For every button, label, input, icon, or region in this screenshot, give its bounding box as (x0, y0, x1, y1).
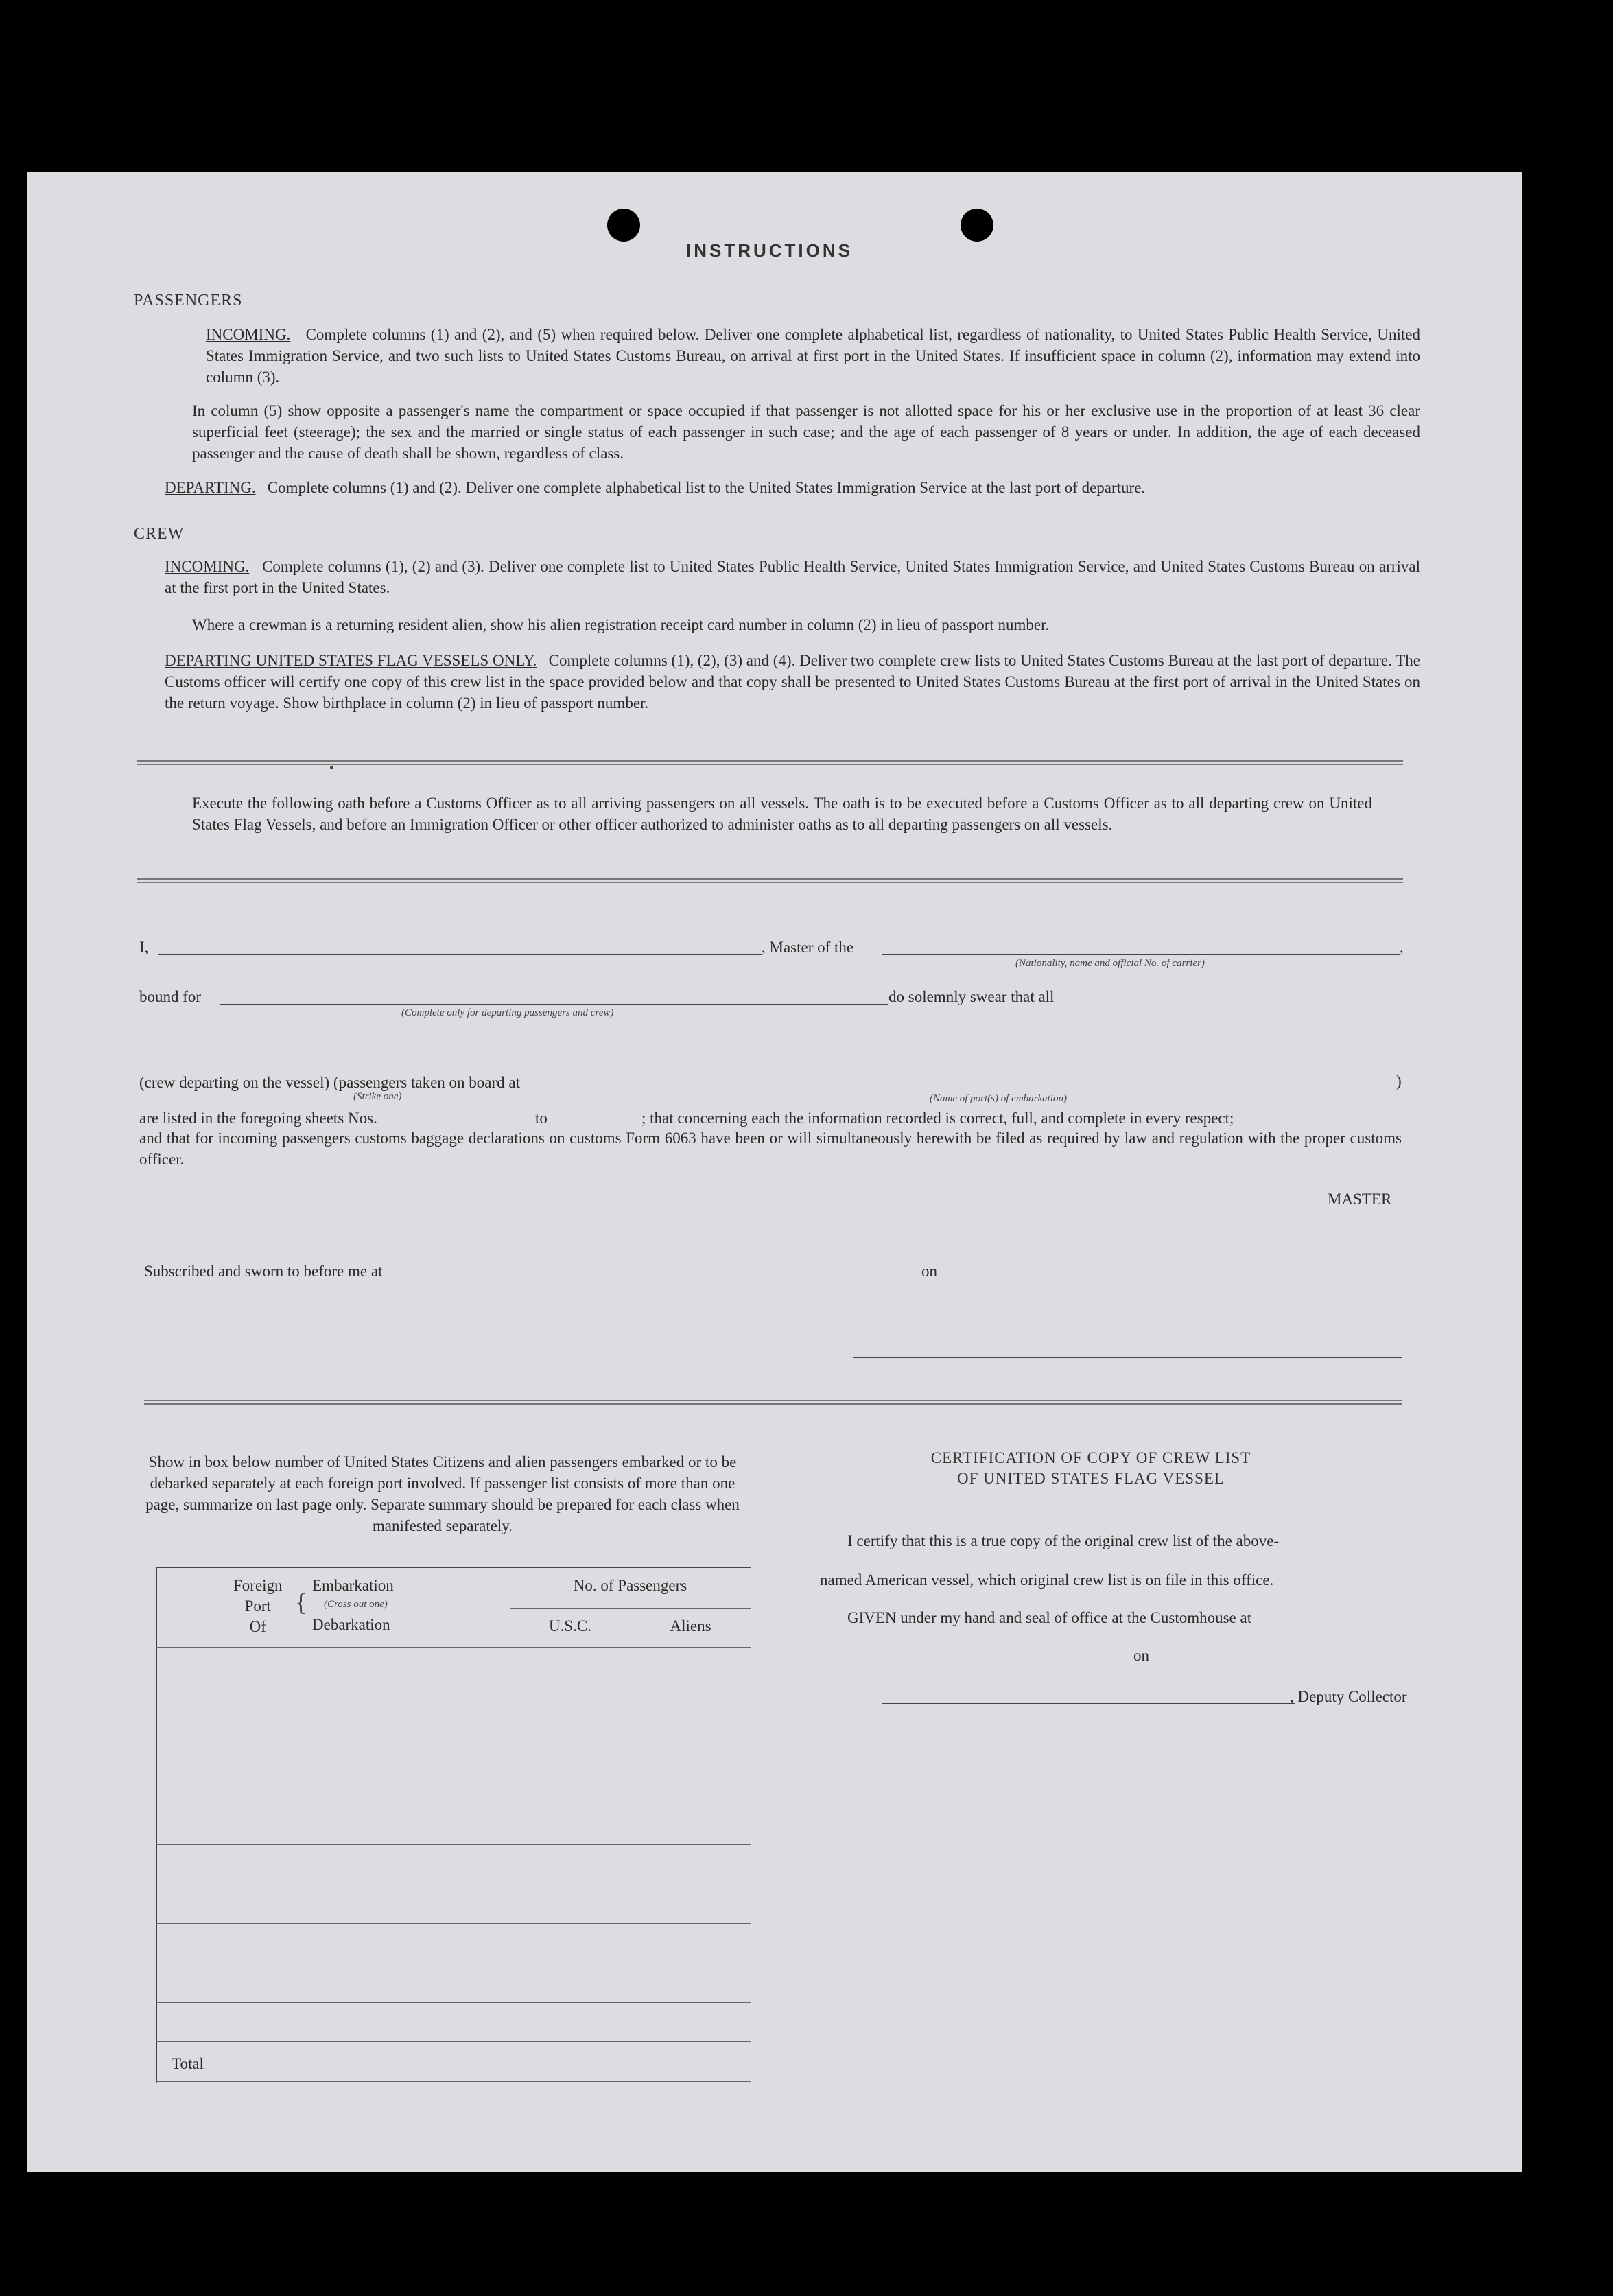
oath-close-paren: ) (1396, 1073, 1402, 1090)
departing-text: Complete columns (1) and (2). Deliver one complete alphabetical list to the United States Immigration Service at the last port of departure. (267, 479, 1146, 496)
summary-instruction: Show in box below number of United States Citizens and alien passengers embarked or to be debarked separately at each foreign port involved. If passenger list consists of more than one page, summarize on last page only. Separate summary should be prepared for each class when manifested separately. (145, 1453, 740, 1534)
embark-caption: (Name of port(s) of embarkation) (930, 1093, 1067, 1104)
table-row[interactable] (156, 2041, 751, 2042)
header-foreign: Foreign (233, 1577, 283, 1594)
oath-i: I, (139, 939, 149, 956)
crew-incoming (165, 556, 1420, 598)
section-divider (137, 878, 1403, 883)
bound-for-field[interactable] (220, 1004, 888, 1005)
passengers-heading: PASSENGERS (134, 292, 243, 309)
bound-caption: (Complete only for departing passengers and crew) (401, 1007, 614, 1018)
oath-instruction: Execute the following oath before a Customs Officer as to all arriving passengers on all vessels. The oath is to be executed before a Customs Officer as to all departing crew on United States Flag Vessels, and before an Immigration Officer or other officer authorized to administer oaths as to all departing passengers on all vessels. (192, 795, 1372, 833)
passenger-summary-table (156, 1567, 751, 2083)
section-divider (137, 760, 1403, 765)
table-row[interactable] (156, 1923, 751, 1924)
incoming-text: Complete columns (1) and (2), and (5) when required below. Deliver one complete alphabetical list, regardless of nationality, to United States Public Health Service, United States Immigration Service, and two such lists to United States Customs Bureau, on arrival at first port in the United States. If insufficient space in column (2), information may extend into column (3). (206, 326, 1420, 386)
table-row[interactable] (156, 2081, 751, 2082)
crew-heading: CREW (134, 525, 185, 543)
table-header-divider (156, 1647, 751, 1648)
header-port: Port (244, 1597, 271, 1615)
subscribed-text: Subscribed and sworn to before me at (144, 1263, 383, 1280)
named-text: named American vessel, which original crew list is on file in this office. (820, 1571, 1274, 1589)
document-page (27, 172, 1522, 2172)
cross-out-caption: (Cross out one) (324, 1599, 388, 1610)
brace-icon: { (295, 1589, 307, 1616)
cert-title-line1: CERTIFICATION OF COPY OF CREW LIST (930, 1449, 1251, 1466)
crew-incoming-label: INCOMING. (165, 558, 250, 575)
master-label: MASTER (1328, 1191, 1392, 1208)
carrier-field[interactable] (882, 954, 1400, 955)
oath-to: to (535, 1110, 548, 1127)
oath-bound-for: bound for (139, 988, 202, 1005)
incoming-label: INCOMING. (206, 326, 291, 343)
given-text: GIVEN under my hand and seal of office at the Customhouse at (847, 1609, 1252, 1626)
debarkation-header: Debarkation (312, 1616, 390, 1633)
oath-listed: are listed in the foregoing sheets Nos. (139, 1110, 377, 1127)
deputy-collector-label: , Deputy Collector (1290, 1688, 1407, 1705)
certification-title (810, 1448, 1372, 1489)
crew-resident: Where a crewman is a returning resident alien, show his alien registration receipt card number in column (2) in lieu of passport number. (192, 616, 1050, 633)
oath-continuation: and that for incoming passengers customs baggage declarations on customs Form 6063 have been or will simultaneously herewith be filed as required by law and regulation with the proper customs officer. (139, 1129, 1402, 1168)
passengers-incoming (206, 324, 1420, 388)
oath-comma: , (1400, 939, 1404, 956)
table-row[interactable] (156, 1844, 751, 1845)
mark (330, 766, 333, 769)
cert-title-line2: OF UNITED STATES FLAG VESSEL (957, 1470, 1225, 1487)
oath-crew-passengers: (crew departing on the vessel) (passengers taken on board at (139, 1074, 520, 1091)
header-of: Of (249, 1618, 266, 1635)
table-row[interactable] (156, 2002, 751, 2003)
section-divider (144, 1400, 1402, 1405)
embarkation-header: Embarkation (312, 1577, 394, 1594)
flag-label: DEPARTING UNITED STATES FLAG VESSELS ONLY. (165, 652, 537, 669)
usc-header: U.S.C. (549, 1617, 591, 1635)
crew-departing-flag (165, 650, 1420, 714)
total-label: Total (172, 2055, 204, 2072)
departing-label: DEPARTING. (165, 479, 256, 496)
oath-swear: do solemnly swear that all (888, 988, 1055, 1005)
crew-incoming-text: Complete columns (1), (2) and (3). Deliver one complete list to United States Public Health Service, United States Immigration Service, and United States Customs Bureau on arrival at the first port in the United States. (165, 558, 1420, 596)
passengers-column5: In column (5) show opposite a passenger's name the compartment or space occupied if that passenger is not allotted space for his or her exclusive use in the proportion of at least 36 clear superficial feet (steerage); the sex and the married or single status of each passenger in such case; and the age of each passenger of 8 years or under. In addition, the age of each deceased passenger and the cause of death shall be shown, regardless of class. (192, 402, 1420, 462)
page-title: INSTRUCTIONS (686, 240, 853, 261)
certify-text: I certify that this is a true copy of the original crew list of the above- (847, 1532, 1280, 1549)
aliens-header: Aliens (670, 1617, 711, 1635)
foreign-port-of-header (233, 1575, 283, 1637)
punch-hole (607, 209, 640, 242)
carrier-caption: (Nationality, name and official No. of carrier) (1015, 958, 1205, 969)
punch-hole (961, 209, 993, 242)
strike-one-caption: (Strike one) (353, 1091, 402, 1102)
flag-text: Complete columns (1), (2), (3) and (4). Deliver two complete crew lists to United States Customs Bureau at the last port of departure. The Customs officer will certify one copy of this crew list in the space provided below and that copy shall be presented to United States Customs Bureau at the first port of arrival in the United States on the return voyage. Show birthplace in column (2) in lieu of passport number. (165, 652, 1420, 712)
oath-master-of: , Master of the (762, 939, 854, 956)
subscribed-on: on (921, 1263, 937, 1280)
deputy-collector-signature-field[interactable] (882, 1703, 1295, 1704)
passengers-departing (165, 477, 1420, 498)
cert-on: on (1133, 1647, 1149, 1664)
master-name-field[interactable] (158, 954, 762, 955)
table-divider (510, 1608, 751, 1609)
officer-signature-field[interactable] (853, 1357, 1402, 1358)
oath-listed-rest: ; that concerning each the information recorded is correct, full, and complete in every respect; (641, 1110, 1234, 1127)
no-passengers-header: No. of Passengers (573, 1577, 687, 1594)
